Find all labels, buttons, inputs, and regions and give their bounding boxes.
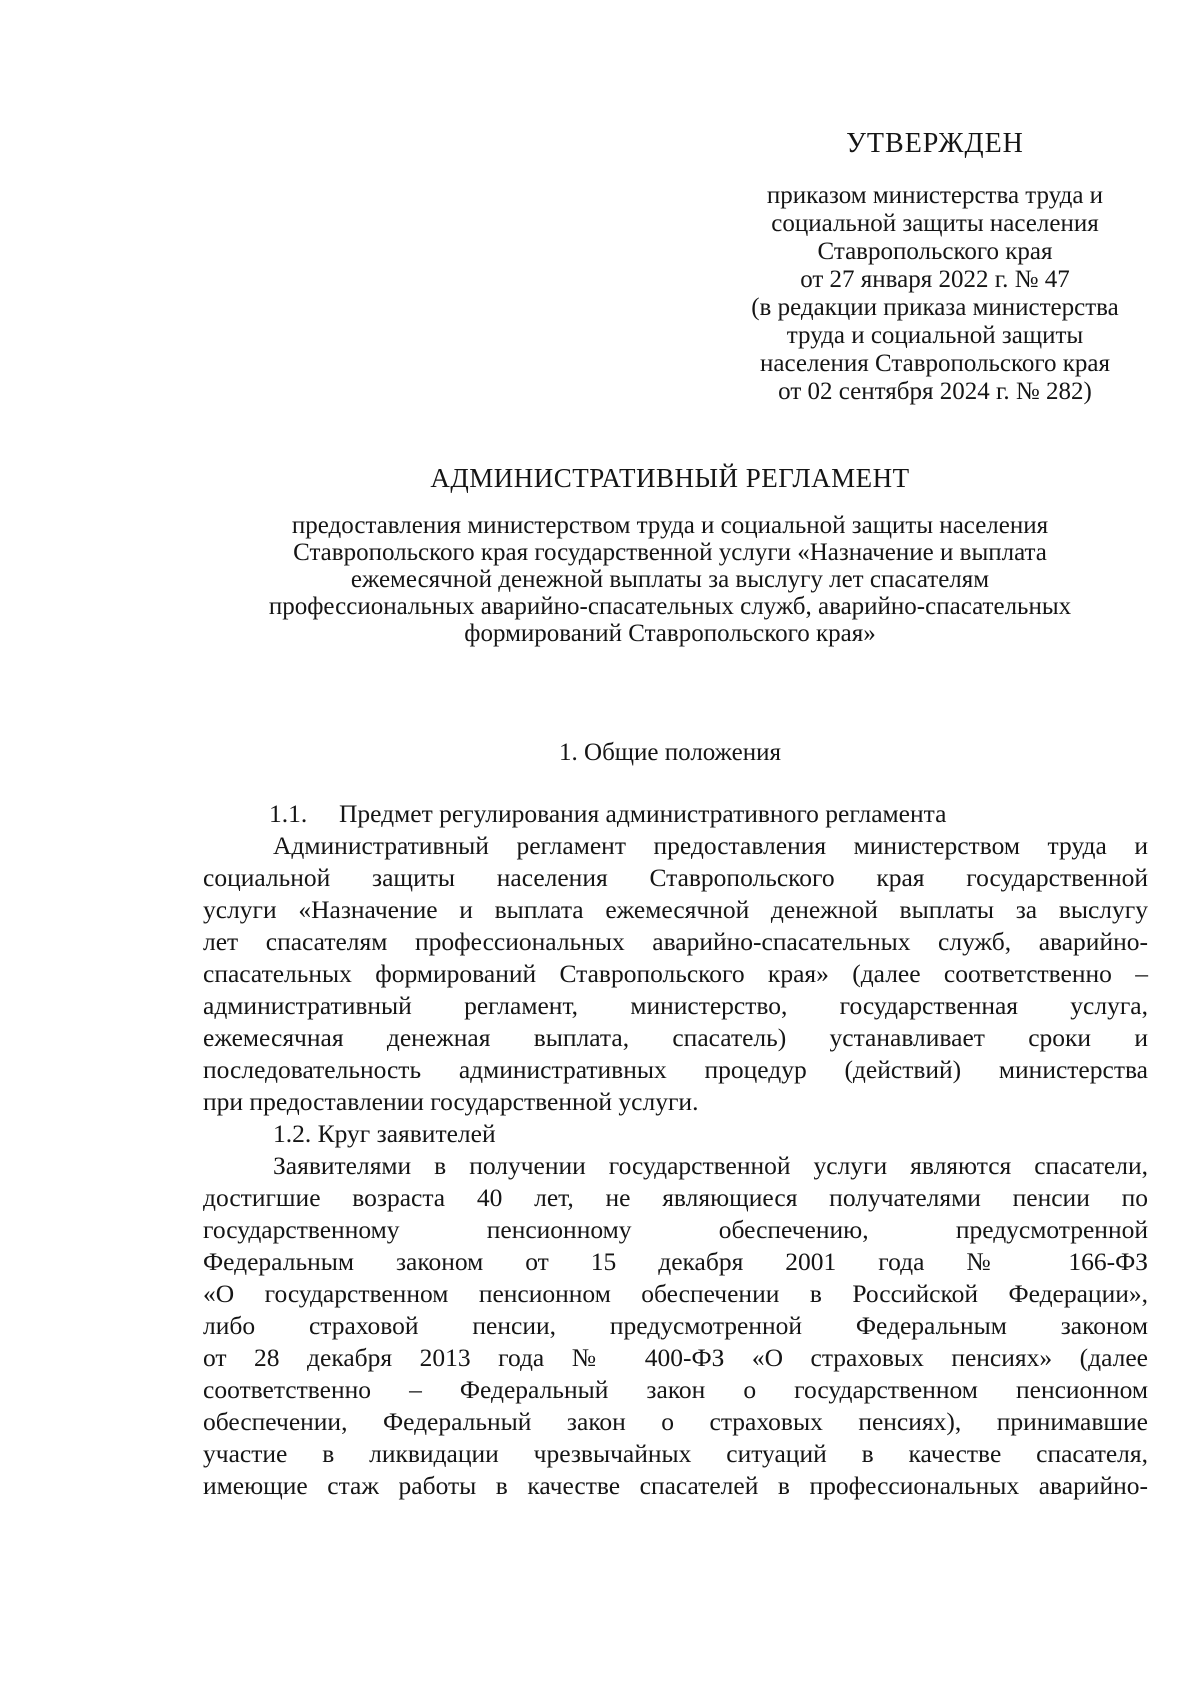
subsection-1-number: 1.1. [269,799,308,828]
approval-line: приказом министерства труда и [766,182,1104,209]
paragraph-line: лет спасателям профессиональных аварийно-спасательных служб, аварийно- [203,927,1148,956]
paragraph-line: спасательных формирований Ставропольского края» (далее соответственно – [203,959,1148,988]
approval-line: социальной защиты населения [771,210,1099,237]
paragraph-line: при предоставлении государственной услуги. [203,1087,699,1116]
paragraph-line: административный регламент, министерство, государственная услуга, [203,991,1148,1020]
approval-line: труда и социальной защиты [786,322,1084,349]
subsection-1-title: Предмет регулирования административного регламента [339,799,947,828]
paragraph-line: «О государственном пенсионном обеспечении в Российской Федерации», [203,1279,1148,1308]
paragraph-line: государственному пенсионному обеспечению, предусмотренной [203,1215,1148,1244]
paragraph-line: социальной защиты населения Ставропольского края государственной [203,863,1148,892]
approval-line: Ставропольского края [817,238,1053,265]
subtitle-line: предоставления министерством труда и социальной защиты населения [291,512,1049,539]
document-body [203,798,1148,1502]
paragraph-line: услуги «Назначение и выплата ежемесячной денежной выплаты за выслугу [203,895,1148,924]
paragraph-line: обеспечении, Федеральный закон о страховых пенсиях), принимавшие [203,1407,1148,1436]
paragraph-line: либо страховой пенсии, предусмотренной Федеральным законом [203,1311,1148,1340]
approval-title: УТВЕРЖДЕН [846,128,1024,159]
paragraph-line: имеющие стаж работы в качестве спасателей в профессиональных аварийно- [203,1471,1148,1500]
subtitle-line: формирований Ставропольского края» [464,620,876,647]
paragraph-line: ежемесячная денежная выплата, спасатель) устанавливает сроки и [203,1023,1148,1052]
approval-line: (в редакции приказа министерства [751,294,1119,321]
paragraph-line: Административный регламент предоставления министерством труда и [273,831,1148,860]
subsection-1-heading [203,798,1148,830]
subsection-2-paragraph [203,1150,1148,1502]
paragraph-line: от 28 декабря 2013 года № 400-ФЗ «О страховых пенсиях» (далее [203,1343,1148,1372]
paragraph-line: Заявителями в получении государственной услуги являются спасатели, [273,1151,1148,1180]
subtitle-line: профессиональных аварийно-спасательных служб, аварийно-спасательных [268,593,1072,620]
paragraph-line: участие в ликвидации чрезвычайных ситуаций в качестве спасателя, [203,1439,1148,1468]
subsection-1-paragraph [203,830,1148,1118]
paragraph-line: последовательность административных процедур (действий) министерства [203,1055,1148,1084]
paragraph-line: соответственно – Федеральный закон о государственном пенсионном [203,1375,1148,1404]
paragraph-line: Федеральным законом от 15 декабря 2001 года № 166-ФЗ [203,1247,1148,1276]
subtitle-line: ежемесячной денежной выплаты за выслугу лет спасателям [350,566,990,593]
section-heading: 1. Общие положения [559,739,781,766]
approval-line: от 27 января 2022 г. № 47 [800,266,1070,293]
document-subtitle [180,512,1160,647]
document-title: АДМИНИСТРАТИВНЫЙ РЕГЛАМЕНТ [430,463,910,493]
paragraph-line: достигшие возраста 40 лет, не являющиеся получателями пенсии по [203,1183,1148,1212]
approval-line: от 02 сентября 2024 г. № 282) [778,378,1092,405]
approval-block [700,128,1170,406]
subsection-2-heading: 1.2. Круг заявителей [273,1119,496,1148]
subtitle-line: Ставропольского края государственной услуги «Назначение и выплата [293,539,1047,566]
approval-line: населения Ставропольского края [759,350,1111,377]
